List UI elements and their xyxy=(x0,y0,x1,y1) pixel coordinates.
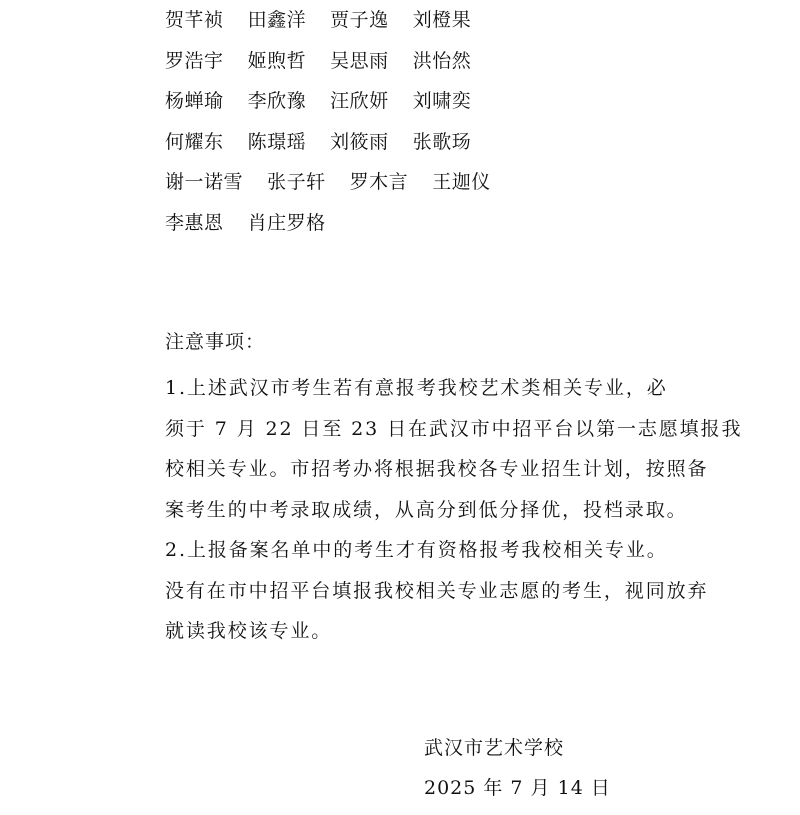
student-name: 陈璟瑶 xyxy=(247,130,307,153)
student-name: 洪怡然 xyxy=(412,49,472,72)
student-name: 贾子逸 xyxy=(330,9,389,31)
note-line: 没有在市中招平台填报我校相关专业志愿的考生，视同放弃 xyxy=(165,579,709,602)
name-row xyxy=(165,166,509,207)
note-line: 校相关专业。市招考办将根据我校各专业招生计划，按照备 xyxy=(165,458,709,480)
note-line: 1.上述武汉市考生若有意报考我校艺术类相关专业，必 xyxy=(165,377,668,399)
issue-date: 2025 年 7 月 14 日 xyxy=(424,777,611,799)
note-item-2 xyxy=(165,530,709,652)
student-name: 姬煦哲 xyxy=(247,49,307,72)
student-name: 田鑫洋 xyxy=(247,9,307,31)
student-name: 贺芊祯 xyxy=(165,9,224,31)
student-name: 吴思雨 xyxy=(330,49,389,72)
student-name: 谢一诺雪 xyxy=(165,171,244,193)
name-list xyxy=(165,4,509,247)
student-name: 罗木言 xyxy=(349,171,409,193)
signature-block xyxy=(424,728,611,808)
student-name: 王迦仪 xyxy=(432,171,491,193)
name-row xyxy=(165,207,509,248)
student-name: 杨蝉瑜 xyxy=(165,90,224,112)
note-line: 须于 7 月 22 日至 23 日在武汉市中招平台以第一志愿填报我 xyxy=(165,417,743,440)
notes-heading: 注意事项： xyxy=(165,331,266,353)
notes-body xyxy=(165,368,743,652)
student-name: 张子轩 xyxy=(267,171,326,193)
note-line: 案考生的中考录取成绩，从高分到低分择优，投档录取。 xyxy=(165,498,688,521)
student-name: 何耀东 xyxy=(165,130,224,153)
name-row xyxy=(165,85,509,126)
student-name: 罗浩宇 xyxy=(165,49,224,72)
student-name: 刘啸奕 xyxy=(412,90,472,112)
name-row xyxy=(165,4,509,45)
student-name: 汪欣妍 xyxy=(330,90,389,112)
name-row xyxy=(165,45,509,86)
note-item-1 xyxy=(165,368,743,530)
student-name: 刘筱雨 xyxy=(330,130,389,153)
issuing-organization: 武汉市艺术学校 xyxy=(424,737,565,759)
student-name: 肖庄罗格 xyxy=(247,211,326,234)
student-name: 刘橙果 xyxy=(412,9,472,31)
student-name: 李欣豫 xyxy=(247,90,307,112)
note-line: 就读我校该专业。 xyxy=(165,620,333,642)
note-line: 2.上报备案名单中的考生才有资格报考我校相关专业。 xyxy=(165,539,668,561)
name-row xyxy=(165,126,509,167)
student-name: 张歌玚 xyxy=(412,130,472,153)
student-name: 李惠恩 xyxy=(165,211,224,234)
